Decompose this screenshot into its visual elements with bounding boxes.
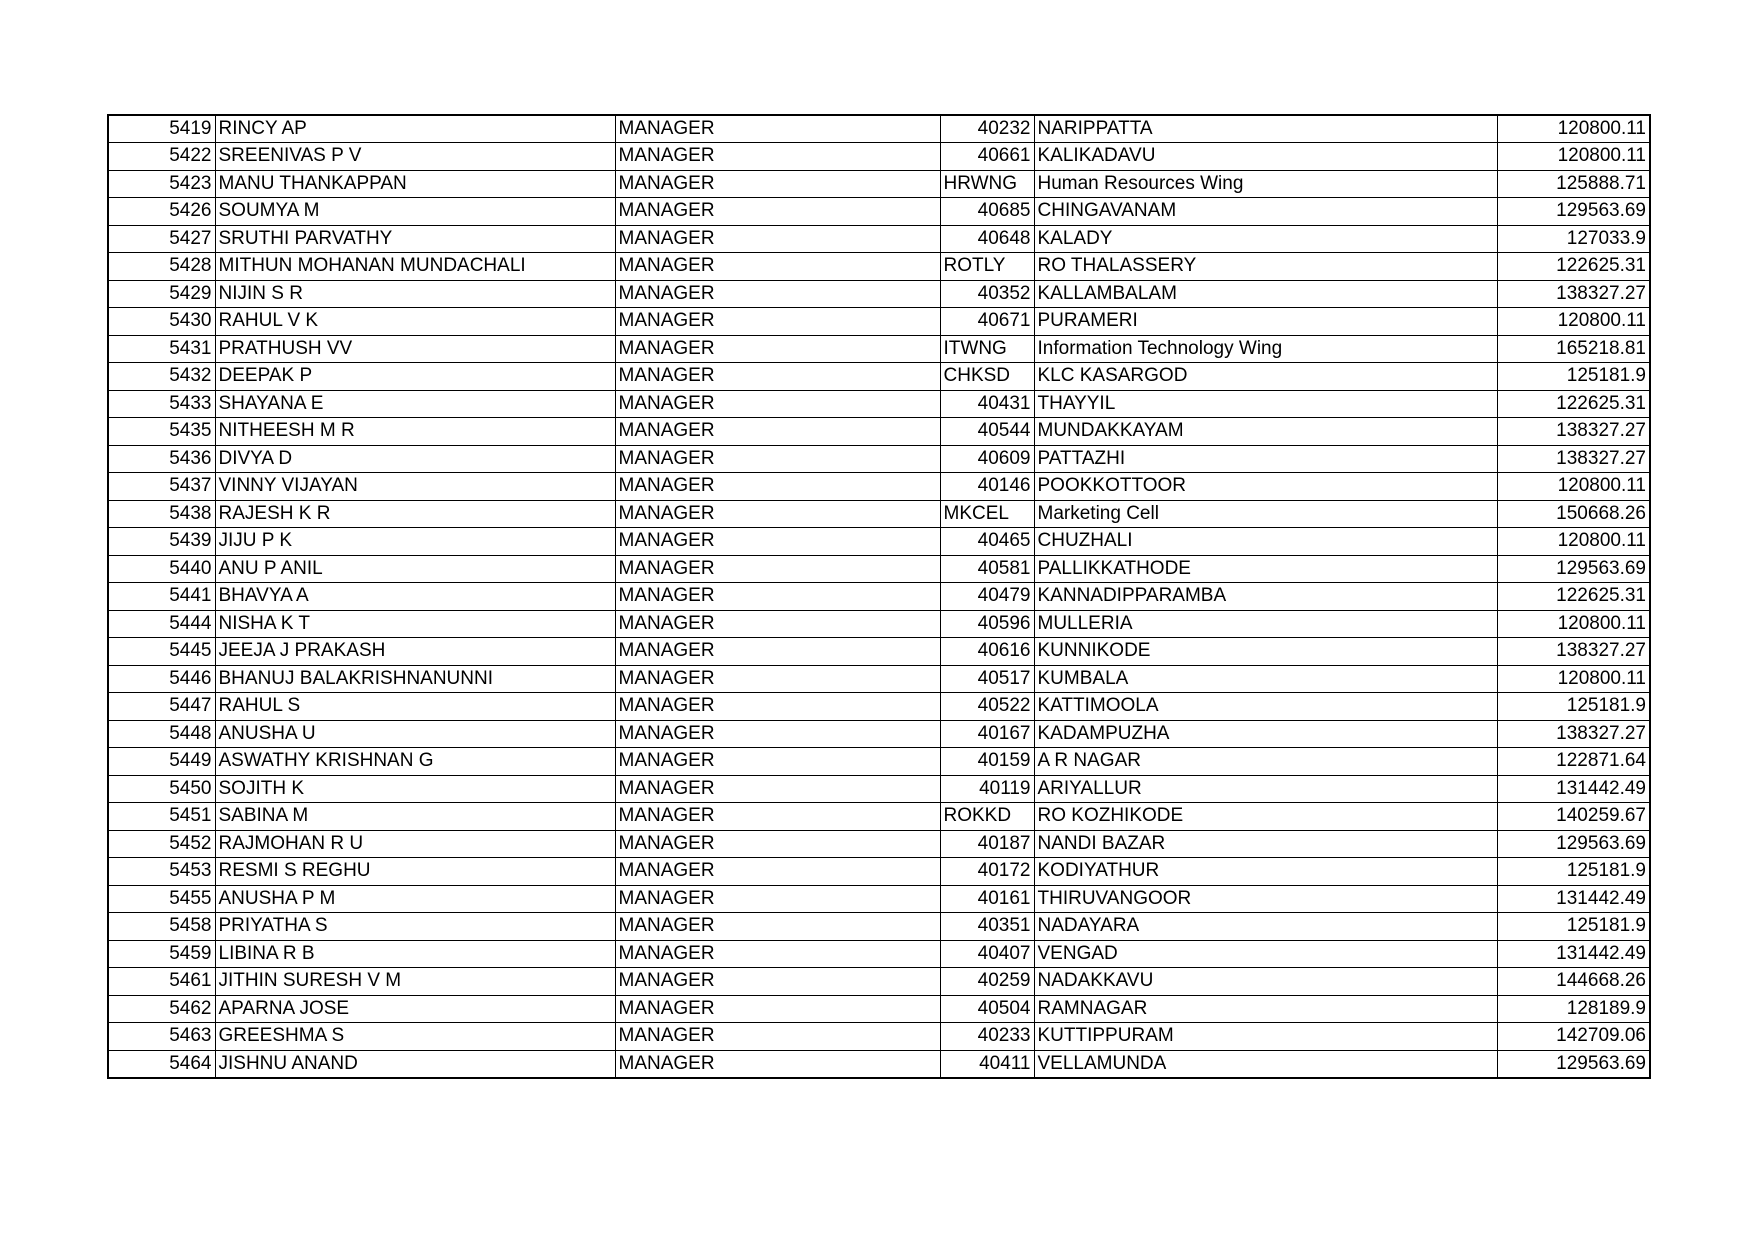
table-row <box>108 583 1650 611</box>
cell-employee-name: BHAVYA A <box>215 583 615 611</box>
cell-office-code: 40411 <box>940 1050 1034 1078</box>
cell-employee-name: RAHUL V K <box>215 308 615 336</box>
cell-employee-id: 5432 <box>108 363 215 391</box>
cell-employee-name: SHAYANA E <box>215 390 615 418</box>
cell-office-code: ITWNG <box>940 335 1034 363</box>
table-row <box>108 473 1650 501</box>
cell-branch-name: PURAMERI <box>1034 308 1497 336</box>
cell-designation: MANAGER <box>615 418 940 446</box>
cell-employee-name: RINCY AP <box>215 115 615 143</box>
table-row <box>108 500 1650 528</box>
cell-employee-name: PRATHUSH VV <box>215 335 615 363</box>
cell-amount: 138327.27 <box>1497 418 1650 446</box>
table-row <box>108 858 1650 886</box>
cell-office-code: HRWNG <box>940 170 1034 198</box>
cell-office-code: 40465 <box>940 528 1034 556</box>
cell-employee-name: APARNA JOSE <box>215 995 615 1023</box>
cell-branch-name: NADAYARA <box>1034 913 1497 941</box>
cell-designation: MANAGER <box>615 610 940 638</box>
cell-branch-name: POOKKOTTOOR <box>1034 473 1497 501</box>
cell-branch-name: CHUZHALI <box>1034 528 1497 556</box>
cell-amount: 131442.49 <box>1497 775 1650 803</box>
cell-designation: MANAGER <box>615 528 940 556</box>
cell-employee-name: NISHA K T <box>215 610 615 638</box>
cell-amount: 129563.69 <box>1497 1050 1650 1078</box>
table-row <box>108 528 1650 556</box>
cell-employee-id: 5430 <box>108 308 215 336</box>
cell-office-code: 40581 <box>940 555 1034 583</box>
table-row <box>108 995 1650 1023</box>
cell-branch-name: KADAMPUZHA <box>1034 720 1497 748</box>
cell-designation: MANAGER <box>615 115 940 143</box>
cell-branch-name: KLC KASARGOD <box>1034 363 1497 391</box>
cell-office-code: 40161 <box>940 885 1034 913</box>
table-row <box>108 885 1650 913</box>
cell-designation: MANAGER <box>615 913 940 941</box>
cell-office-code: CHKSD <box>940 363 1034 391</box>
cell-employee-name: MITHUN MOHANAN MUNDACHALI <box>215 253 615 281</box>
cell-amount: 144668.26 <box>1497 968 1650 996</box>
cell-amount: 122625.31 <box>1497 390 1650 418</box>
cell-office-code: ROKKD <box>940 803 1034 831</box>
cell-employee-name: NIJIN S R <box>215 280 615 308</box>
cell-employee-id: 5428 <box>108 253 215 281</box>
cell-employee-id: 5463 <box>108 1023 215 1051</box>
cell-amount: 150668.26 <box>1497 500 1650 528</box>
cell-employee-name: JISHNU ANAND <box>215 1050 615 1078</box>
cell-designation: MANAGER <box>615 500 940 528</box>
cell-branch-name: RO THALASSERY <box>1034 253 1497 281</box>
table-row <box>108 968 1650 996</box>
cell-amount: 140259.67 <box>1497 803 1650 831</box>
cell-branch-name: NADAKKAVU <box>1034 968 1497 996</box>
cell-employee-name: BHANUJ BALAKRISHNANUNNI <box>215 665 615 693</box>
table-row <box>108 198 1650 226</box>
cell-amount: 138327.27 <box>1497 280 1650 308</box>
cell-designation: MANAGER <box>615 1050 940 1078</box>
cell-employee-name: ANUSHA P M <box>215 885 615 913</box>
cell-employee-id: 5450 <box>108 775 215 803</box>
cell-employee-id: 5451 <box>108 803 215 831</box>
cell-employee-name: SOJITH K <box>215 775 615 803</box>
cell-branch-name: CHINGAVANAM <box>1034 198 1497 226</box>
cell-designation: MANAGER <box>615 638 940 666</box>
cell-employee-id: 5455 <box>108 885 215 913</box>
cell-amount: 131442.49 <box>1497 885 1650 913</box>
cell-office-code: 40596 <box>940 610 1034 638</box>
cell-employee-name: JITHIN SURESH V M <box>215 968 615 996</box>
cell-employee-name: VINNY VIJAYAN <box>215 473 615 501</box>
cell-employee-id: 5459 <box>108 940 215 968</box>
table-row <box>108 143 1650 171</box>
table-row <box>108 115 1650 143</box>
cell-office-code: 40172 <box>940 858 1034 886</box>
cell-employee-id: 5452 <box>108 830 215 858</box>
cell-branch-name: VELLAMUNDA <box>1034 1050 1497 1078</box>
cell-office-code: 40648 <box>940 225 1034 253</box>
cell-employee-name: RAHUL S <box>215 693 615 721</box>
cell-branch-name: A R NAGAR <box>1034 748 1497 776</box>
cell-amount: 122625.31 <box>1497 253 1650 281</box>
cell-designation: MANAGER <box>615 198 940 226</box>
cell-employee-name: JEEJA J PRAKASH <box>215 638 615 666</box>
cell-employee-name: DEEPAK P <box>215 363 615 391</box>
cell-branch-name: THAYYIL <box>1034 390 1497 418</box>
cell-branch-name: Human Resources Wing <box>1034 170 1497 198</box>
cell-amount: 125181.9 <box>1497 363 1650 391</box>
cell-employee-name: LIBINA R B <box>215 940 615 968</box>
cell-amount: 122625.31 <box>1497 583 1650 611</box>
cell-designation: MANAGER <box>615 473 940 501</box>
table-row <box>108 253 1650 281</box>
cell-amount: 138327.27 <box>1497 445 1650 473</box>
cell-designation: MANAGER <box>615 693 940 721</box>
table-row <box>108 638 1650 666</box>
table-row <box>108 665 1650 693</box>
cell-branch-name: KALLAMBALAM <box>1034 280 1497 308</box>
cell-office-code: 40146 <box>940 473 1034 501</box>
table-row <box>108 308 1650 336</box>
cell-employee-name: SOUMYA M <box>215 198 615 226</box>
cell-amount: 127033.9 <box>1497 225 1650 253</box>
cell-branch-name: Marketing Cell <box>1034 500 1497 528</box>
cell-amount: 125181.9 <box>1497 693 1650 721</box>
cell-designation: MANAGER <box>615 665 940 693</box>
cell-employee-name: ANUSHA U <box>215 720 615 748</box>
cell-amount: 120800.11 <box>1497 308 1650 336</box>
cell-office-code: ROTLY <box>940 253 1034 281</box>
cell-amount: 138327.27 <box>1497 638 1650 666</box>
table-row <box>108 720 1650 748</box>
table-row <box>108 1023 1650 1051</box>
cell-employee-id: 5433 <box>108 390 215 418</box>
cell-employee-id: 5441 <box>108 583 215 611</box>
table-row <box>108 830 1650 858</box>
cell-branch-name: KATTIMOOLA <box>1034 693 1497 721</box>
cell-amount: 120800.11 <box>1497 528 1650 556</box>
cell-employee-name: RESMI S REGHU <box>215 858 615 886</box>
cell-employee-id: 5448 <box>108 720 215 748</box>
cell-branch-name: KALIKADAVU <box>1034 143 1497 171</box>
cell-employee-name: MANU THANKAPPAN <box>215 170 615 198</box>
cell-amount: 125181.9 <box>1497 913 1650 941</box>
cell-office-code: 40259 <box>940 968 1034 996</box>
cell-amount: 120800.11 <box>1497 115 1650 143</box>
cell-amount: 120800.11 <box>1497 143 1650 171</box>
cell-designation: MANAGER <box>615 858 940 886</box>
cell-employee-id: 5461 <box>108 968 215 996</box>
cell-employee-name: ASWATHY KRISHNAN G <box>215 748 615 776</box>
table-row <box>108 775 1650 803</box>
employee-table <box>107 114 1651 1079</box>
cell-branch-name: KANNADIPPARAMBA <box>1034 583 1497 611</box>
cell-employee-id: 5419 <box>108 115 215 143</box>
cell-employee-id: 5440 <box>108 555 215 583</box>
cell-employee-id: 5422 <box>108 143 215 171</box>
cell-amount: 122871.64 <box>1497 748 1650 776</box>
table-row <box>108 555 1650 583</box>
cell-designation: MANAGER <box>615 308 940 336</box>
cell-designation: MANAGER <box>615 803 940 831</box>
cell-office-code: 40609 <box>940 445 1034 473</box>
cell-employee-id: 5435 <box>108 418 215 446</box>
cell-office-code: 40159 <box>940 748 1034 776</box>
cell-amount: 142709.06 <box>1497 1023 1650 1051</box>
cell-employee-name: SABINA M <box>215 803 615 831</box>
cell-amount: 120800.11 <box>1497 665 1650 693</box>
cell-employee-name: SREENIVAS P V <box>215 143 615 171</box>
cell-branch-name: RAMNAGAR <box>1034 995 1497 1023</box>
cell-branch-name: NANDI BAZAR <box>1034 830 1497 858</box>
cell-amount: 165218.81 <box>1497 335 1650 363</box>
cell-office-code: 40232 <box>940 115 1034 143</box>
cell-branch-name: NARIPPATTA <box>1034 115 1497 143</box>
cell-office-code: 40661 <box>940 143 1034 171</box>
cell-amount: 129563.69 <box>1497 198 1650 226</box>
cell-employee-name: RAJESH K R <box>215 500 615 528</box>
table-row <box>108 748 1650 776</box>
cell-employee-name: DIVYA D <box>215 445 615 473</box>
cell-office-code: 40407 <box>940 940 1034 968</box>
table-row <box>108 390 1650 418</box>
cell-employee-id: 5449 <box>108 748 215 776</box>
cell-employee-id: 5423 <box>108 170 215 198</box>
cell-employee-id: 5438 <box>108 500 215 528</box>
cell-employee-id: 5436 <box>108 445 215 473</box>
table-row <box>108 445 1650 473</box>
cell-employee-id: 5431 <box>108 335 215 363</box>
cell-amount: 138327.27 <box>1497 720 1650 748</box>
cell-branch-name: MULLERIA <box>1034 610 1497 638</box>
cell-designation: MANAGER <box>615 830 940 858</box>
cell-office-code: 40233 <box>940 1023 1034 1051</box>
cell-amount: 131442.49 <box>1497 940 1650 968</box>
cell-branch-name: KUTTIPPURAM <box>1034 1023 1497 1051</box>
cell-branch-name: KUNNIKODE <box>1034 638 1497 666</box>
cell-office-code: 40685 <box>940 198 1034 226</box>
cell-amount: 120800.11 <box>1497 473 1650 501</box>
cell-designation: MANAGER <box>615 253 940 281</box>
cell-designation: MANAGER <box>615 445 940 473</box>
cell-employee-id: 5429 <box>108 280 215 308</box>
cell-employee-id: 5453 <box>108 858 215 886</box>
table-row <box>108 803 1650 831</box>
cell-employee-id: 5444 <box>108 610 215 638</box>
cell-branch-name: MUNDAKKAYAM <box>1034 418 1497 446</box>
cell-designation: MANAGER <box>615 555 940 583</box>
cell-amount: 120800.11 <box>1497 610 1650 638</box>
cell-employee-id: 5458 <box>108 913 215 941</box>
table-row <box>108 913 1650 941</box>
cell-designation: MANAGER <box>615 720 940 748</box>
cell-employee-id: 5447 <box>108 693 215 721</box>
cell-employee-id: 5464 <box>108 1050 215 1078</box>
cell-designation: MANAGER <box>615 225 940 253</box>
cell-office-code: 40352 <box>940 280 1034 308</box>
cell-office-code: 40522 <box>940 693 1034 721</box>
cell-branch-name: ARIYALLUR <box>1034 775 1497 803</box>
cell-amount: 125888.71 <box>1497 170 1650 198</box>
cell-amount: 128189.9 <box>1497 995 1650 1023</box>
cell-designation: MANAGER <box>615 170 940 198</box>
cell-office-code: 40517 <box>940 665 1034 693</box>
cell-designation: MANAGER <box>615 1023 940 1051</box>
table-row <box>108 610 1650 638</box>
cell-office-code: 40616 <box>940 638 1034 666</box>
cell-office-code: 40119 <box>940 775 1034 803</box>
table-row <box>108 418 1650 446</box>
cell-designation: MANAGER <box>615 583 940 611</box>
cell-designation: MANAGER <box>615 363 940 391</box>
cell-branch-name: Information Technology Wing <box>1034 335 1497 363</box>
table-row <box>108 280 1650 308</box>
cell-designation: MANAGER <box>615 748 940 776</box>
cell-designation: MANAGER <box>615 940 940 968</box>
cell-employee-name: NITHEESH M R <box>215 418 615 446</box>
table-row <box>108 1050 1650 1078</box>
cell-employee-id: 5426 <box>108 198 215 226</box>
table-row <box>108 940 1650 968</box>
cell-office-code: 40671 <box>940 308 1034 336</box>
cell-branch-name: PALLIKKATHODE <box>1034 555 1497 583</box>
cell-office-code: 40351 <box>940 913 1034 941</box>
spreadsheet-page <box>107 114 1649 1079</box>
table-row <box>108 693 1650 721</box>
cell-designation: MANAGER <box>615 390 940 418</box>
cell-branch-name: RO KOZHIKODE <box>1034 803 1497 831</box>
cell-employee-id: 5446 <box>108 665 215 693</box>
cell-branch-name: KODIYATHUR <box>1034 858 1497 886</box>
cell-designation: MANAGER <box>615 335 940 363</box>
table-body <box>108 115 1650 1078</box>
cell-office-code: 40187 <box>940 830 1034 858</box>
table-row <box>108 225 1650 253</box>
table-row <box>108 170 1650 198</box>
cell-designation: MANAGER <box>615 995 940 1023</box>
cell-designation: MANAGER <box>615 280 940 308</box>
cell-branch-name: VENGAD <box>1034 940 1497 968</box>
cell-office-code: 40544 <box>940 418 1034 446</box>
table-row <box>108 335 1650 363</box>
cell-designation: MANAGER <box>615 968 940 996</box>
cell-designation: MANAGER <box>615 885 940 913</box>
cell-office-code: MKCEL <box>940 500 1034 528</box>
cell-branch-name: PATTAZHI <box>1034 445 1497 473</box>
cell-office-code: 40431 <box>940 390 1034 418</box>
cell-amount: 125181.9 <box>1497 858 1650 886</box>
cell-employee-name: JIJU P K <box>215 528 615 556</box>
cell-employee-id: 5427 <box>108 225 215 253</box>
cell-designation: MANAGER <box>615 775 940 803</box>
cell-employee-name: GREESHMA S <box>215 1023 615 1051</box>
cell-designation: MANAGER <box>615 143 940 171</box>
cell-office-code: 40479 <box>940 583 1034 611</box>
table-row <box>108 363 1650 391</box>
cell-employee-name: RAJMOHAN R U <box>215 830 615 858</box>
cell-employee-id: 5437 <box>108 473 215 501</box>
cell-amount: 129563.69 <box>1497 555 1650 583</box>
cell-employee-name: ANU P ANIL <box>215 555 615 583</box>
cell-employee-name: SRUTHI PARVATHY <box>215 225 615 253</box>
cell-branch-name: THIRUVANGOOR <box>1034 885 1497 913</box>
cell-office-code: 40167 <box>940 720 1034 748</box>
cell-employee-name: PRIYATHA S <box>215 913 615 941</box>
cell-branch-name: KUMBALA <box>1034 665 1497 693</box>
cell-employee-id: 5439 <box>108 528 215 556</box>
cell-branch-name: KALADY <box>1034 225 1497 253</box>
cell-employee-id: 5445 <box>108 638 215 666</box>
cell-employee-id: 5462 <box>108 995 215 1023</box>
cell-amount: 129563.69 <box>1497 830 1650 858</box>
cell-office-code: 40504 <box>940 995 1034 1023</box>
